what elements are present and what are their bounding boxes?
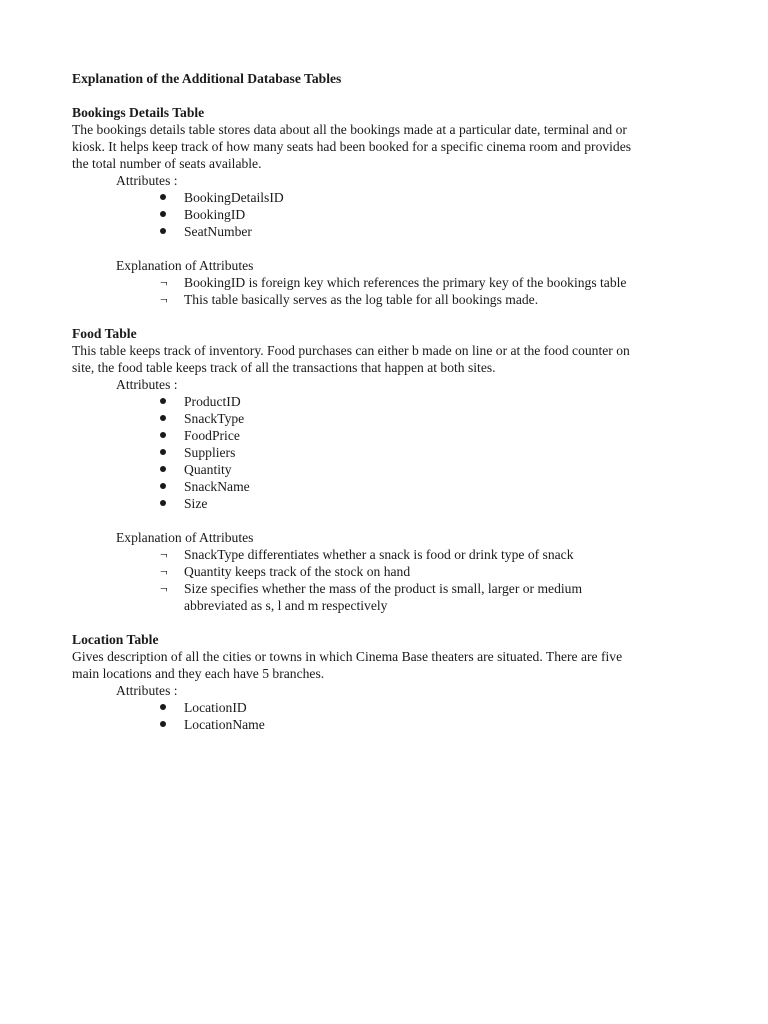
list-item: ¬ SnackType differentiates whether a snack is food or drink type of snack xyxy=(160,547,574,562)
location-heading: Location Table xyxy=(72,632,159,647)
bullet-icon xyxy=(160,500,166,506)
food-section xyxy=(72,325,712,614)
bullet-icon xyxy=(160,483,166,489)
negation-icon: ¬ xyxy=(160,564,168,579)
list-item: LocationName xyxy=(72,716,712,733)
list-item: SeatNumber xyxy=(72,223,712,240)
bullet-icon xyxy=(160,721,166,727)
bullet-icon xyxy=(160,211,166,217)
list-item: Size xyxy=(72,495,712,512)
list-item: BookingID xyxy=(72,206,712,223)
document-page xyxy=(72,70,712,733)
food-para-line: This table keeps track of inventory. Food purchases can either b made on line or at the food counter on xyxy=(72,343,630,358)
list-item: SnackType xyxy=(72,410,712,427)
bullet-icon xyxy=(160,228,166,234)
bookings-attributes-label: Attributes : xyxy=(116,173,178,188)
list-item: FoodPrice xyxy=(72,427,712,444)
bullet-icon xyxy=(160,704,166,710)
bullet-icon xyxy=(160,398,166,404)
list-item: SnackName xyxy=(72,478,712,495)
negation-icon: ¬ xyxy=(160,547,168,562)
food-para-line: site, the food table keeps track of all the transactions that happen at both sites. xyxy=(72,360,496,375)
list-item: ¬ BookingID is foreign key which references the primary key of the bookings table xyxy=(160,275,627,290)
bookings-section xyxy=(72,104,712,308)
food-explanation-label: Explanation of Attributes xyxy=(116,530,254,545)
location-attributes-label: Attributes : xyxy=(116,683,178,698)
negation-icon: ¬ xyxy=(160,275,168,290)
bullet-icon xyxy=(160,466,166,472)
food-attribute-list xyxy=(72,393,712,512)
bookings-heading: Bookings Details Table xyxy=(72,105,205,120)
bookings-para-line: The bookings details table stores data about all the bookings made at a particular date, terminal and or xyxy=(72,122,627,137)
list-item: ¬ Size specifies whether the mass of the product is small, larger or medium xyxy=(160,581,583,596)
list-item: ¬ Quantity keeps track of the stock on hand xyxy=(160,564,411,579)
bullet-icon xyxy=(160,449,166,455)
list-item: LocationID xyxy=(72,699,712,716)
list-item: Suppliers xyxy=(72,444,712,461)
bookings-para-line: kiosk. It helps keep track of how many seats had been booked for a specific cinema room and provides xyxy=(72,139,632,154)
list-item: Quantity xyxy=(72,461,712,478)
document-title: Explanation of the Additional Database Tables xyxy=(72,71,342,86)
list-item: ¬ This table basically serves as the log table for all bookings made. xyxy=(160,292,539,307)
food-notes-list xyxy=(72,546,712,614)
list-item: ProductID xyxy=(72,393,712,410)
bookings-notes-list xyxy=(72,274,712,308)
negation-icon: ¬ xyxy=(160,581,168,596)
location-para-line: main locations and they each have 5 branches. xyxy=(72,666,325,681)
bullet-icon xyxy=(160,415,166,421)
negation-icon: ¬ xyxy=(160,292,168,307)
list-item: BookingDetailsID xyxy=(72,189,712,206)
food-heading: Food Table xyxy=(72,326,137,341)
bullet-icon xyxy=(160,194,166,200)
list-item-continuation: abbreviated as s, l and m respectively xyxy=(184,598,388,613)
bullet-icon xyxy=(160,432,166,438)
food-attributes-label: Attributes : xyxy=(116,377,178,392)
location-attribute-list xyxy=(72,699,712,733)
bookings-para-line: the total number of seats available. xyxy=(72,156,262,171)
bookings-attribute-list xyxy=(72,189,712,240)
bookings-explanation-label: Explanation of Attributes xyxy=(116,258,254,273)
location-section xyxy=(72,631,712,733)
location-para-line: Gives description of all the cities or towns in which Cinema Base theaters are situated. There are five xyxy=(72,649,623,664)
